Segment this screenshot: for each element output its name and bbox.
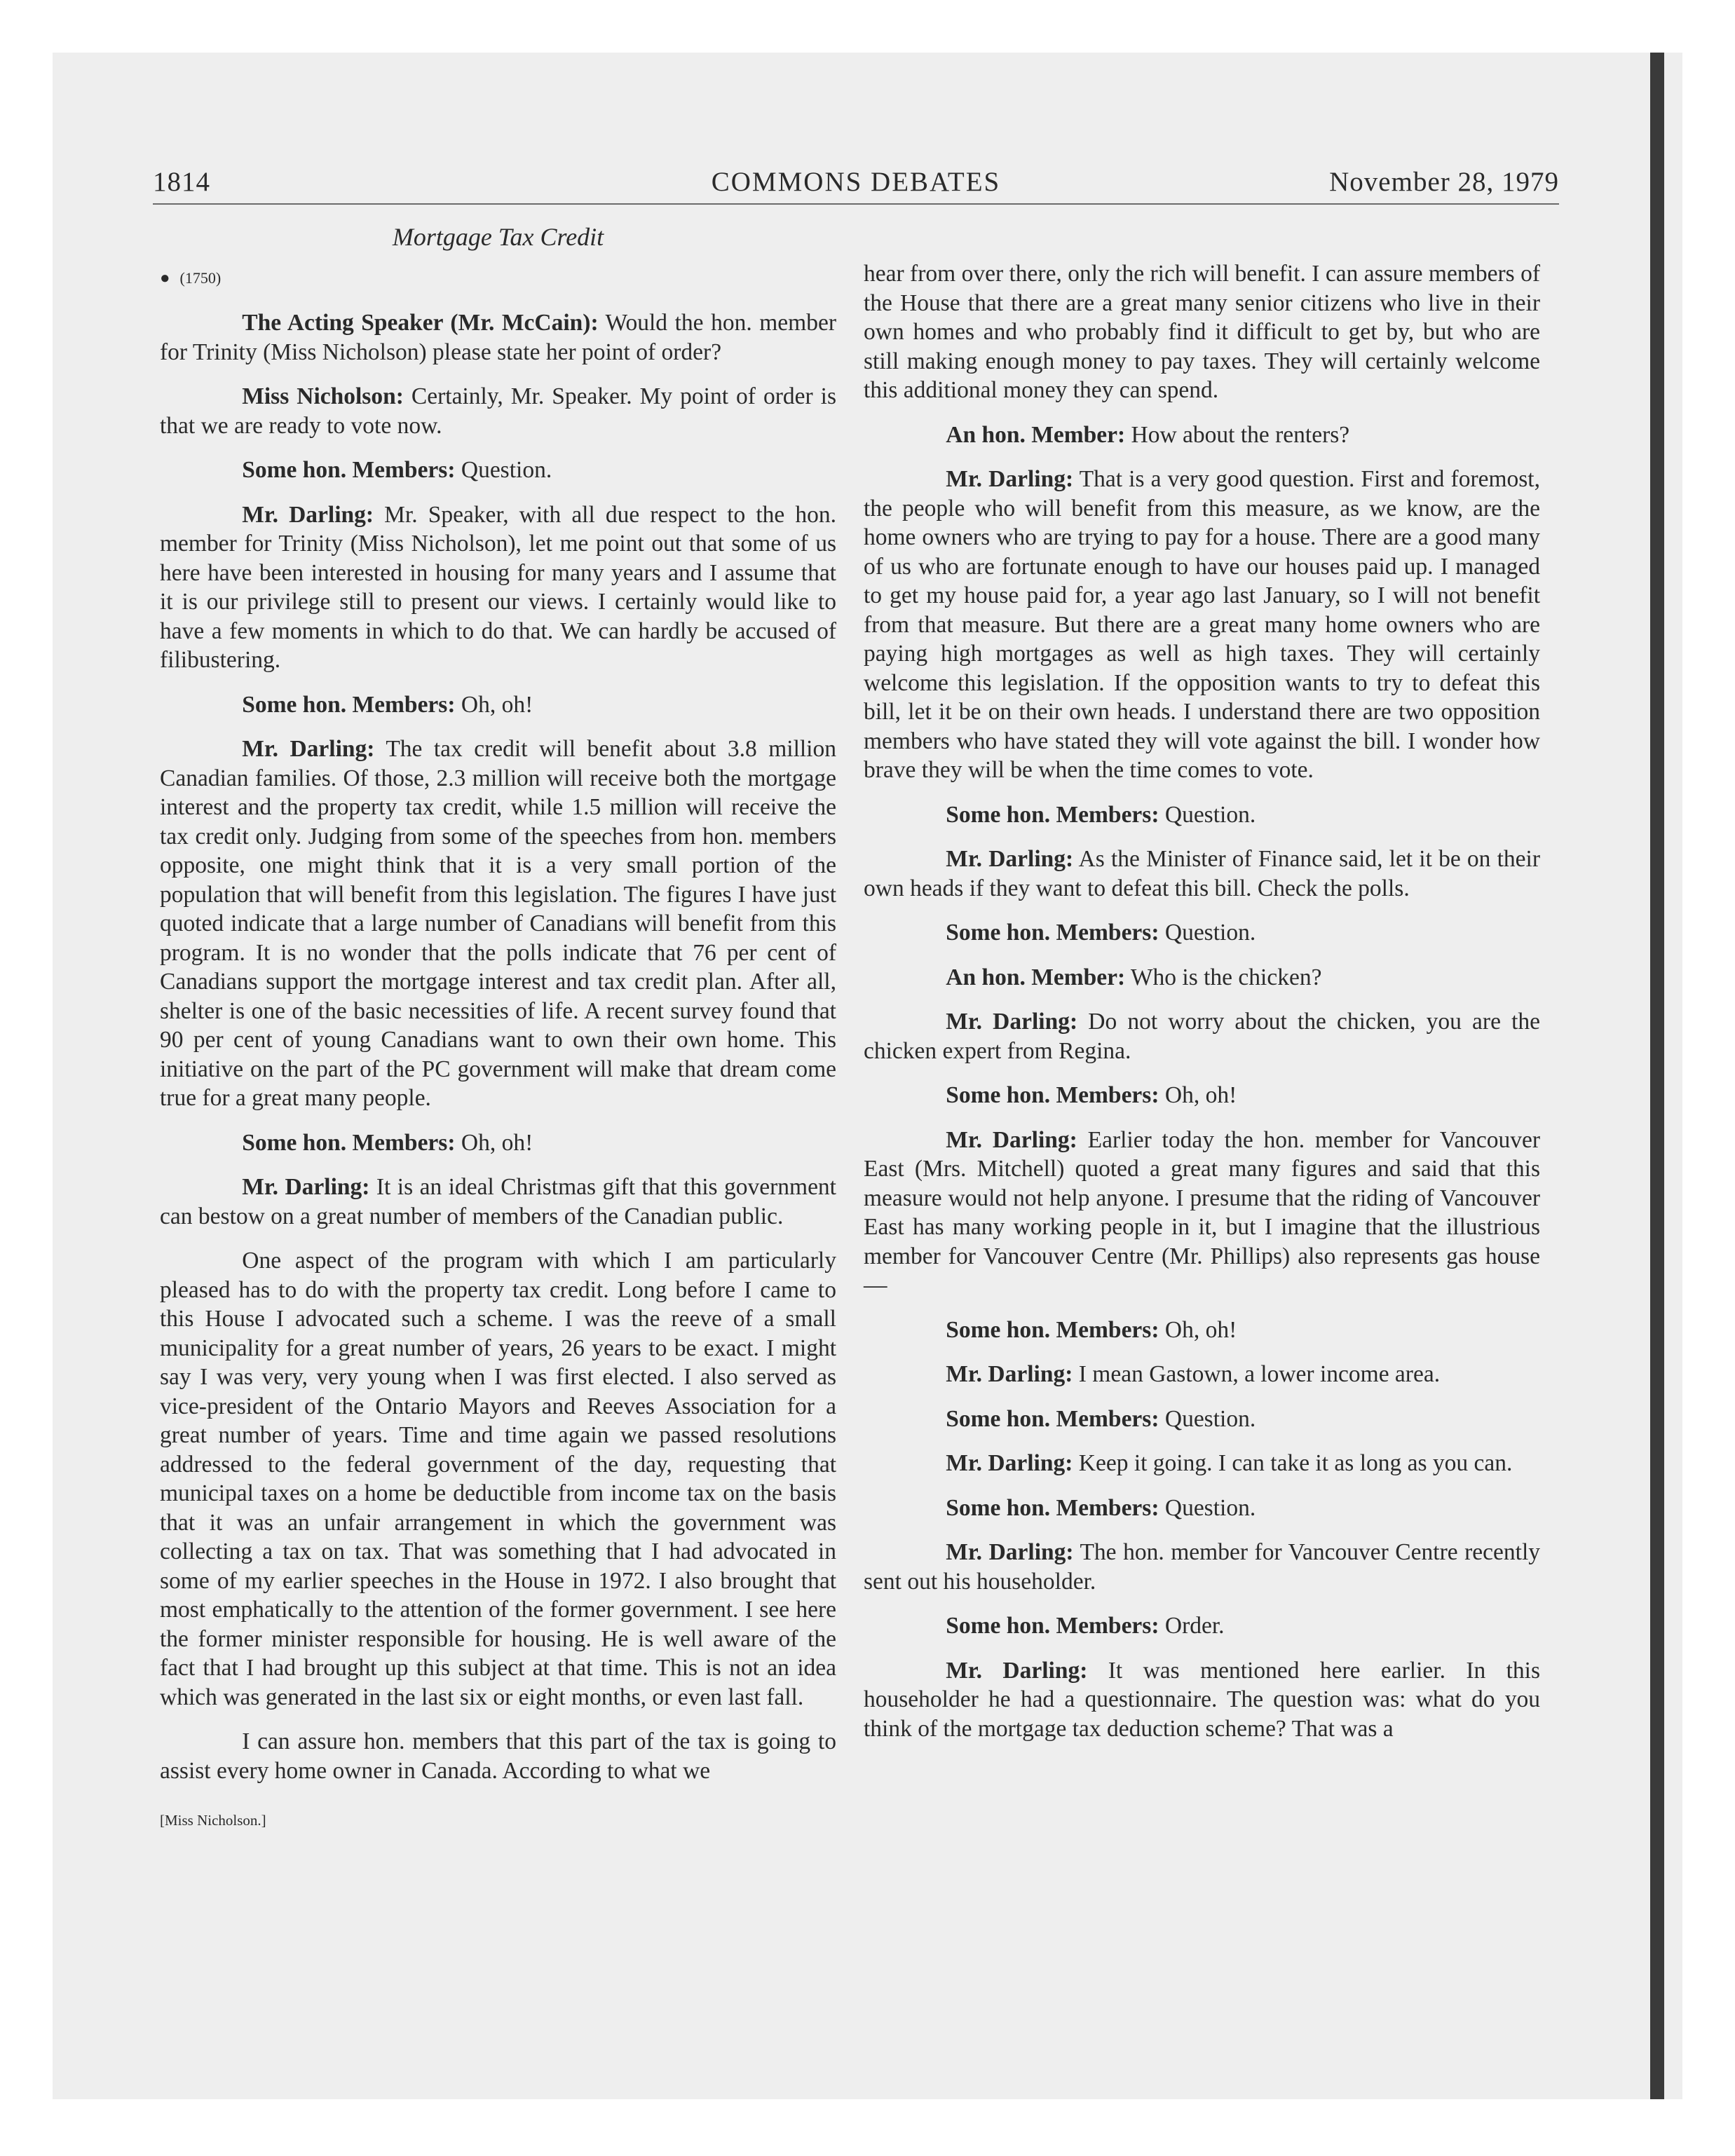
speech-paragraph: [864, 465, 1540, 785]
publication-title: COMMONS DEBATES: [711, 167, 1001, 197]
page-date: November 28, 1979: [1329, 167, 1559, 197]
speech-text: It was mentioned here earlier. In this householder he had a questionnaire. The question was: what do you think of the mortgage tax deduction scheme? That was a: [864, 1657, 1540, 1742]
speaker-name: Mr. Darling:: [946, 1361, 1073, 1387]
speech-text: Earlier today the hon. member for Vancouver East (Mrs. Mitchell) quoted a great many figures and said that this measure would not help anyone. I presume that the riding of Vancouver East has many working people in it, but I imagine that the illustrious member for Vancouver Centre (Mr. Phillips) also represents gas house—: [864, 1126, 1540, 1298]
speech-text: hear from over there, only the rich will benefit. I can assure members of the House that there are a great many senior citizens who live in their own homes and who probably find it difficult to get by, but who are still making enough money to pay taxes. They will certainly welcome this additional money they can spend.: [864, 261, 1540, 403]
speech-text: That is a very good question. First and foremost, the people who will benefit from this measure, as we know, are the home owners who are trying to pay for a house. There are a good many of us who are fortunate enough to have our houses paid up. I managed to get my house paid for, a year ago last January, so I will not benefit from that measure. But there are a great many home owners who are paying high mortgages as well as high taxes. They will certainly welcome this legislation. If the opposition wants to try to defeat this bill, let it be on their own heads. I understand there are two opposition members who have stated they will vote against the bill. I wonder how brave they will be when the time comes to vote.: [864, 466, 1540, 783]
speech-text: How about the renters?: [1125, 421, 1350, 448]
speech-text: One aspect of the program with which I am particularly pleased has to do with the property tax credit. Long before I came to this House I advocated such a scheme. I was the reeve of a small municipality for a great number of years, 26 years to be exact. I might say I was very, very young when I was first elected. I also served as vice-president of the Ontario Mayors and Reeves Association for a great number of years. Time and time again we passed resolutions addressed to the federal government of the day, requesting that municipal taxes on a home be deductible from income tax on the basis that it was an unfair arrangement in which the government was collecting a tax on tax. That was something that I had advocated in some of my earlier speeches in the House in 1972. I also brought that most emphatically to the attention of the former government. I see here the former minister responsible for housing. He is well aware of the fact that I had brought up this subject at that time. This is not an idea which was generated in the last six or eight months, or even last fall.: [160, 1248, 836, 1710]
speech-paragraph: [160, 690, 836, 720]
header-rule: [153, 203, 1559, 205]
speaker-name: Mr. Darling:: [242, 501, 374, 528]
speech-text: The tax credit will benefit about 3.8 million Canadian families. Of those, 2.3 million will receive both the mortgage interest and the property tax credit, while 1.5 million will receive the tax credit only. Judging from some of the speeches from hon. members opposite, one might think that it is a very small portion of the population that will benefit from this legislation. The figures I have just quoted indicate that a large number of Canadians will benefit from this program. It is no wonder that the polls indicate that 76 per cent of Canadians support the mortgage interest and tax credit plan. After all, shelter is one of the basic necessities of life. A recent survey found that 90 per cent of young Canadians want to own their own home. This initiative on the part of the PC government will make that dream come true for a great many people.: [160, 736, 836, 1111]
page-header: [153, 166, 1559, 203]
speech-paragraph: [864, 1316, 1540, 1345]
speaker-name: Some hon. Members:: [946, 1613, 1159, 1639]
speech-text: As the Minister of Finance said, let it be on their own heads if they want to defeat this bill. Check the polls.: [864, 846, 1540, 901]
speech-paragraph: [160, 1128, 836, 1158]
time-marker-text: (1750): [179, 268, 222, 287]
scan-edge-bar: [1650, 53, 1664, 2099]
speaker-name: Some hon. Members:: [946, 801, 1159, 828]
speaker-name: Some hon. Members:: [242, 691, 456, 718]
speech-paragraph: [160, 382, 836, 440]
speaker-name: An hon. Member:: [946, 964, 1126, 990]
speech-paragraph: [864, 1126, 1540, 1300]
speech-paragraph: [864, 918, 1540, 948]
speech-text: Do not worry about the chicken, you are the chicken expert from Regina.: [864, 1009, 1540, 1064]
speaker-name: Miss Nicholson:: [242, 383, 404, 409]
left-column: [160, 223, 836, 1851]
speech-text: Keep it going. I can take it as long as you can.: [1073, 1450, 1513, 1476]
speech-text: Oh, oh!: [455, 691, 533, 718]
speech-text: Question.: [455, 457, 552, 483]
right-column: [864, 259, 1540, 1759]
speech-paragraph: [864, 963, 1540, 992]
speech-paragraph: [864, 1656, 1540, 1744]
speech-paragraph: [160, 735, 836, 1113]
speech-text: It is an ideal Christmas gift that this government can bestow on a great number of members of the Canadian public.: [160, 1174, 836, 1229]
left-paragraphs: [160, 308, 836, 1785]
speech-paragraph: [864, 421, 1540, 450]
page-number: 1814: [153, 167, 210, 197]
speaker-name: Some hon. Members:: [946, 1494, 1159, 1521]
speech-text: Who is the chicken?: [1125, 964, 1322, 990]
speech-text: I mean Gastown, a lower income area.: [1073, 1361, 1441, 1387]
speech-text: The hon. member for Vancouver Centre recently sent out his householder.: [864, 1539, 1540, 1595]
speech-paragraph: [864, 1360, 1540, 1389]
speaker-name: An hon. Member:: [946, 421, 1126, 448]
speech-paragraph: [864, 1494, 1540, 1523]
speaker-name: Some hon. Members:: [946, 920, 1159, 946]
speech-paragraph: [864, 1611, 1540, 1641]
speech-text: Question.: [1159, 801, 1256, 828]
speech-paragraph: [160, 1727, 836, 1785]
speaker-name: Mr. Darling:: [946, 1539, 1074, 1565]
speech-paragraph: [160, 500, 836, 675]
speaker-name: Mr. Darling:: [242, 736, 375, 762]
speech-text: Would the hon. member for Trinity (Miss Nicholson) please state her point of order?: [160, 310, 836, 365]
speech-paragraph: [864, 1007, 1540, 1065]
speaker-name: Mr. Darling:: [242, 1174, 370, 1200]
speaker-name: Mr. Darling:: [946, 1450, 1073, 1476]
speaker-name: Some hon. Members:: [242, 457, 456, 483]
speech-text: Question.: [1159, 920, 1256, 946]
time-marker: [160, 264, 836, 294]
speech-text: Certainly, Mr. Speaker. My point of order is that we are ready to vote now.: [160, 383, 836, 439]
speech-text: Oh, oh!: [1159, 1316, 1237, 1343]
speech-text: Oh, oh!: [455, 1129, 533, 1156]
speech-text: Mr. Speaker, with all due respect to the hon. member for Trinity (Miss Nicholson), let me point out that some of us here have been interested in housing for many years and I assume that it is our privilege still to present our views. I certainly would like to have a few moments in which to do that. We can hardly be accused of filibustering.: [160, 501, 836, 673]
speech-text: Oh, oh!: [1159, 1082, 1237, 1108]
speech-text: Question.: [1159, 1494, 1256, 1521]
section-title: Mortgage Tax Credit: [392, 223, 604, 251]
speech-paragraph: [864, 800, 1540, 830]
speaker-name: Mr. Darling:: [946, 1657, 1088, 1684]
speaker-name: Mr. Darling:: [946, 1009, 1078, 1035]
speech-paragraph: [864, 1538, 1540, 1596]
speech-paragraph: [864, 1081, 1540, 1110]
speech-paragraph: [160, 308, 836, 367]
speaker-name: Some hon. Members:: [946, 1316, 1159, 1343]
speech-text: Question.: [1159, 1405, 1256, 1432]
speaker-name: The Acting Speaker (Mr. McCain):: [242, 310, 599, 336]
right-paragraphs: [864, 259, 1540, 1743]
speaker-name: Mr. Darling:: [946, 846, 1074, 872]
speech-paragraph: [160, 456, 836, 485]
footnote: [Miss Nicholson.]: [160, 1812, 266, 1829]
speech-paragraph: [864, 1405, 1540, 1434]
speaker-name: Some hon. Members:: [946, 1405, 1159, 1432]
speech-text: I can assure hon. members that this part of the tax is going to assist every home owner in Canada. According to what we: [160, 1728, 836, 1784]
speech-paragraph: [864, 1449, 1540, 1478]
speaker-name: Some hon. Members:: [242, 1129, 456, 1156]
speech-paragraph: [864, 845, 1540, 903]
speaker-name: Some hon. Members:: [946, 1082, 1159, 1108]
speech-paragraph: [160, 1246, 836, 1712]
speaker-name: Mr. Darling:: [946, 1126, 1077, 1153]
speech-text: Order.: [1159, 1613, 1225, 1639]
speech-paragraph: [160, 1173, 836, 1231]
speaker-name: Mr. Darling:: [946, 466, 1074, 492]
speech-paragraph: [864, 259, 1540, 405]
bullet-icon: ●: [160, 268, 170, 287]
